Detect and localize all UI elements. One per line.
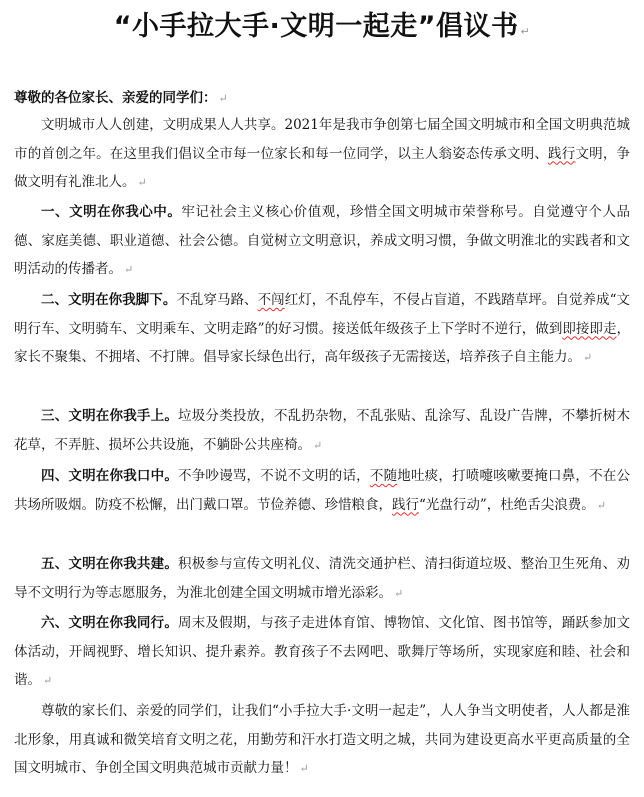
paragraph-lead: 四、文明在你我口中。 <box>41 468 179 484</box>
paragraph-mark-icon: ↵ <box>299 762 309 775</box>
paragraph-mark-icon: ↵ <box>137 176 147 189</box>
paragraph-lead: 一、文明在你我心中。 <box>41 204 182 220</box>
paragraph-text: 不乱穿马路、 <box>176 292 258 308</box>
paragraph-mark-icon: ↵ <box>583 351 593 364</box>
paragraph-text: “光盘行动”，杜绝舌尖浪费。 <box>419 496 595 513</box>
paragraph-mark-icon: ↵ <box>596 498 607 512</box>
initiative-paragraph-3 <box>14 402 630 460</box>
paragraph-text: 文明城市人人创建，文明成果人人共享。2021年是我市争创第七届全国文明城市和全国文明典范城市的首创之年。在这里我们倡议全市每一位家长和每一位同学，以主人翁姿态传承文明、 <box>14 117 630 162</box>
paragraph-text: 红灯，不乱停车，不侵占盲道，不践踏草坪。自觉养成“文明行车、文明骑车、文明乘车、文明走路”的好习惯。接送低年级孩子上下学时不逆行，做到 <box>14 292 631 337</box>
closing-paragraph <box>14 697 630 784</box>
paragraph-text: 尊敬的家长们、亲爱的同学们，让我们“小手拉大手·文明一起走”，人人争当文明使者，人人都是淮北形象，用真诚和微笑培育文明之花，用勤劳和汗水打造文明之城，共同为建设更高水平更高质量的全国文明城市、争创全国文明典范城市贡献力量！ <box>14 703 630 776</box>
paragraph-text: ，家长不聚集、不拥堵、不打牌。倡导家长绿色出行，高年级孩子无需接送，培养孩子自主能力。 <box>14 320 631 365</box>
initiative-paragraph-2 <box>14 286 630 373</box>
paragraph-mark-icon: ↵ <box>313 438 323 452</box>
paragraph-lead: 三、文明在你我手上。 <box>41 408 179 424</box>
paragraph-mark-icon: ↵ <box>218 92 228 105</box>
paragraph-text: 地吐痰，打喷嚏咳嗽要掩口鼻，不在公共场所吸烟。防疫不松懈，出门戴口罩。节俭养德、珍惜粮食， <box>14 468 631 513</box>
spellcheck-flagged-text: 不闯 <box>257 292 285 308</box>
spellcheck-flagged-text: 不随 <box>369 468 398 484</box>
title-text: “小手拉大手·文明一起走”倡议书 <box>113 11 519 42</box>
paragraph-lead: 六、文明在你我同行。 <box>41 615 179 631</box>
paragraph-mark-icon: ↵ <box>124 263 134 276</box>
intro-paragraph <box>14 111 630 198</box>
paragraph-text: 文明，争做文明有礼淮北人。 <box>14 145 631 190</box>
greeting <box>14 86 228 106</box>
paragraph-mark-icon: ↵ <box>520 25 531 38</box>
spellcheck-flagged-text: 践行 <box>548 145 576 162</box>
paragraph-text: 积极参与宣传文明礼仪、清洗交通护栏、清扫街道垃圾、整治卫生死角、劝导不文明行为等志愿服务，为淮北创建全国文明城市增光添彩。 <box>14 556 631 601</box>
initiative-paragraph-5 <box>14 550 630 608</box>
initiative-paragraph-1 <box>14 198 630 285</box>
greeting-text: 尊敬的各位家长、亲爱的同学们： <box>14 90 217 106</box>
paragraph-text: 不争吵谩骂，不说不文明的话， <box>178 468 370 484</box>
paragraph-lead: 二、文明在你我脚下。 <box>41 292 177 308</box>
paragraph-text: 牢记社会主义核心价值观，珍惜全国文明城市荣誉称号。自觉遵守个人品德、家庭美德、职业道德、社会公德。自觉树立文明意识，养成文明习惯，争做文明淮北的实践者和文明活动的传播者。 <box>14 204 631 277</box>
paragraph-text: 周末及假期，与孩子走进体育馆、博物馆、文化馆、图书馆等，踊跃参加文体活动，开阔视野、增长知识、提升素养。教育孩子不去网吧、歌舞厅等场所，实现家庭和睦、社会和谐。 <box>14 615 631 688</box>
document-title <box>0 4 644 43</box>
spellcheck-flagged-text: 践行 <box>392 496 419 513</box>
spellcheck-flagged-text: 即接即走 <box>562 320 617 337</box>
initiative-paragraph-4 <box>14 462 630 520</box>
paragraph-text: 垃圾分类投放，不乱扔杂物，不乱张贴、乱涂写、乱设广告牌，不攀折树木花草，不弄脏、损坏公共设施，不躺卧公共座椅。 <box>14 408 631 453</box>
initiative-paragraph-6 <box>14 609 630 696</box>
paragraph-lead: 五、文明在你我共建。 <box>41 556 179 572</box>
paragraph-mark-icon: ↵ <box>394 586 404 600</box>
paragraph-mark-icon: ↵ <box>43 674 53 687</box>
